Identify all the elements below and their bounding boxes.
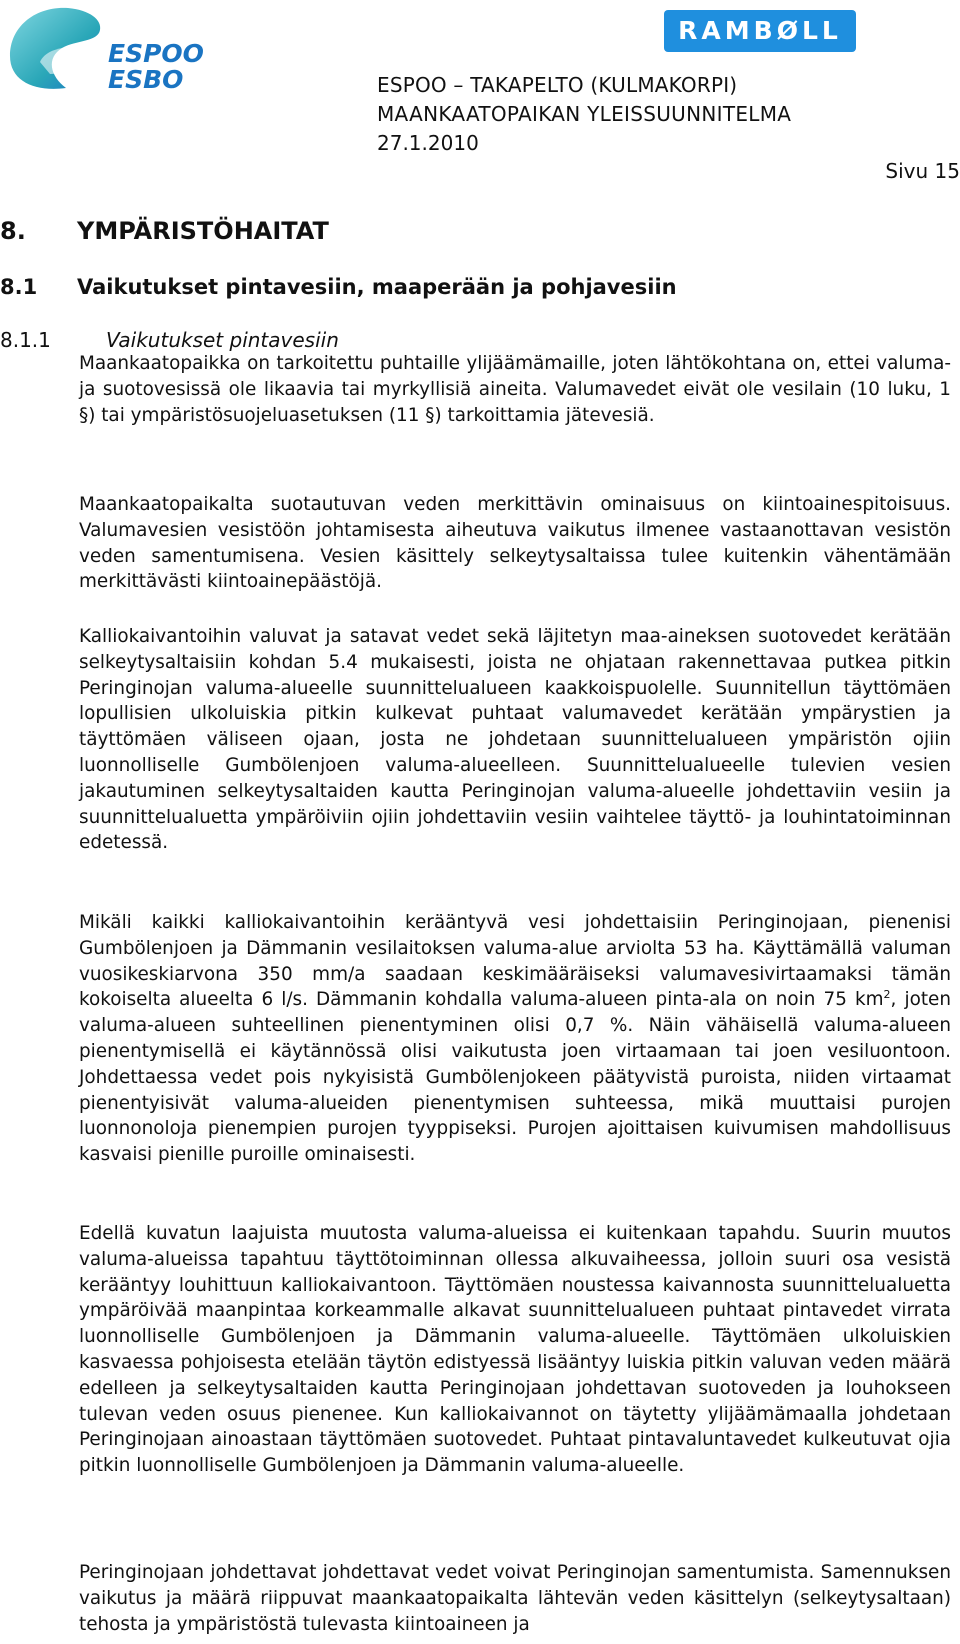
- paragraph-1: Maankaatopaikka on tarkoitettu puhtaille ylijäämämaille, joten lähtökohtana on, ettei valuma- ja suotovesissä ole likaavia tai myrkyllisiä aineita. Valumavedet eivät ole vesilain (10 luku, 1 §) tai ympäristösuojeluasetuksen (11 §) tarkoittamia jätevesiä.: [79, 353, 951, 426]
- subsection-heading: [0, 275, 677, 299]
- paragraph-4: [79, 910, 951, 1168]
- subsubsection-number: 8.1.1: [0, 328, 51, 352]
- espoo-emblem-icon: [6, 4, 206, 100]
- espoo-logo-text-1: ESPOO: [108, 39, 204, 68]
- paragraph-4-part-2: , joten valuma-alueen suhteellinen pienentyminen olisi 0,7 %. Näin vähäisellä valuma-alueen pienentymisellä ei käytännössä olisi vaikutusta joen virtaamaan tai joen vesiluontoon. Johdettaessa vedet pois nykyisistä Gumbölenjokeen päätyvistä puroista, niiden virtaamat pienentyisivät valuma-alueiden pienentymisen suhteessa, mikä muuttaisi purojen luonnonoloja pienempien purojen tyyppiseksi. Purojen ajoittaisen kuivumisen mahdollisuus kasvaisi pienille puroille ominaisesti.: [79, 989, 951, 1166]
- section-title: YMPÄRISTÖHAITAT: [77, 217, 329, 245]
- paragraph-2: Maankaatopaikalta suotautuvan veden merkittävin ominaisuus on kiintoainespitoisuus. Valumavesien vesistöön johtamisesta aiheutuva vaikutus ilmenee vastaanottavan vesistön veden samentumisena. Vesien käsittely selkeytysaltaissa tulee kuitenkin vähentämään merkittävästi kiintoainepäästöjä.: [79, 494, 951, 593]
- superscript-2: 2: [883, 988, 891, 1002]
- header-date: 27.1.2010: [377, 131, 479, 155]
- espoo-logo-text-2: ESBO: [108, 65, 184, 94]
- subsubsection-heading: [0, 328, 339, 352]
- subsection-title: Vaikutukset pintavesiin, maaperään ja pohjavesiin: [77, 275, 677, 299]
- paragraph-3: Kalliokaivantoihin valuvat ja satavat vedet sekä läjitetyn maa-aineksen suotovedet kerätään selkeytysaltaisiin kohdan 5.4 mukaisesti, joista ne ohjataan rakennettavaa putkea pitkin Peringinojan valuma-alueelle suunnittelualueen kaakkoispuolelle. Suunnitellun täyttömäen lopullisien ulkoluiskia pitkin kulkevat puhtaat valumavedet kerätään ympärystien ja täyttömäen väliseen ojaan, josta ne johdetaan suunnittelualueen ympäristön ojiin luonnolliselle Gumbölenjoen valuma-alueelleen. Suunnittelualueelle tulevien vesien jakautuminen selkeytysaltaiden kautta Peringinojan valuma-alueelle johdettaviin vesiin ja suunnittelualuetta ympäröiviin ojiin johdettaviin vesiin vaihtelee täyttö- ja louhintatoiminnan edetessä.: [79, 626, 951, 854]
- espoo-logo: [6, 4, 206, 100]
- section-number: 8.: [0, 217, 26, 245]
- header-document-title: MAANKAATOPAIKAN YLEISSUUNNITELMA: [377, 102, 792, 126]
- header-project: ESPOO – TAKAPELTO (KULMAKORPI): [377, 73, 738, 97]
- paragraph-5: Edellä kuvatun laajuista muutosta valuma-alueissa ei kuitenkaan tapahdu. Suurin muutos valuma-alueissa tapahtuu täyttötoiminnan ollessa alkuvaiheessa, jolloin suuri osa vesistä kerääntyy louhittuun kalliokaivantoon. Täyttömäen noustessa kaivannosta suunnittelualuetta ympäröivää maanpintaa korkeammalle alkavat suunnittelualueen puhtaat pintavedet virrata luonnolliselle Gumbölenjoen ja Dämmanin valuma-alueelle. Täyttömäen ulkoluiskien kasvaessa pohjoisesta etelään täytön edistyessä lisääntyy luiskia pitkin valuvan veden määrä edelleen ja selkeytysaltaiden kautta Peringinojaan johdettavan suotoveden ja louhokseen tulevan veden osuus pienenee. Kun kalliokaivannot on täytetty ylijäämämaalla johdetaan Peringinojaan ainoastaan täyttömäen suotovedet. Puhtaat pintavaluntavedet kulkeutuvat ojia pitkin luonnolliselle Gumbölenjoen ja Dämmanin valuma-alueelle.: [79, 1223, 951, 1477]
- paragraph-4-part-1: Mikäli kaikki kalliokaivantoihin kerääntyvä vesi johdettaisiin Peringinojaan, pienenisi Gumbölenjoen ja Dämmanin vesilaitoksen valuma-alue arviolta 53 ha. Käyttämällä valuman vuosikeskiarvona 350 mm/a saadaan keskimääräiseksi valumavesivirtaamaksi tämän kokoiselta alueelta 6 l/s. Dämmanin kohdalla valuma-alueen pinta-ala on noin 75 km: [79, 912, 951, 1011]
- subsubsection-title: Vaikutukset pintavesiin: [106, 328, 339, 352]
- section-heading: [0, 217, 329, 245]
- ramboll-logo: RAMBØLL: [664, 10, 856, 52]
- paragraph-6: Peringinojaan johdettavat johdettavat vedet voivat Peringinojan samentumista. Samennuksen vaikutus ja määrä riippuvat maankaatopaikalta lähtevän veden käsittelyn (selkeytysaltaan) tehosta ja ympäristöstä tulevasta kiintoaineen ja: [79, 1562, 951, 1635]
- page-number: Sivu 15: [885, 159, 960, 183]
- subsection-number: 8.1: [0, 275, 38, 299]
